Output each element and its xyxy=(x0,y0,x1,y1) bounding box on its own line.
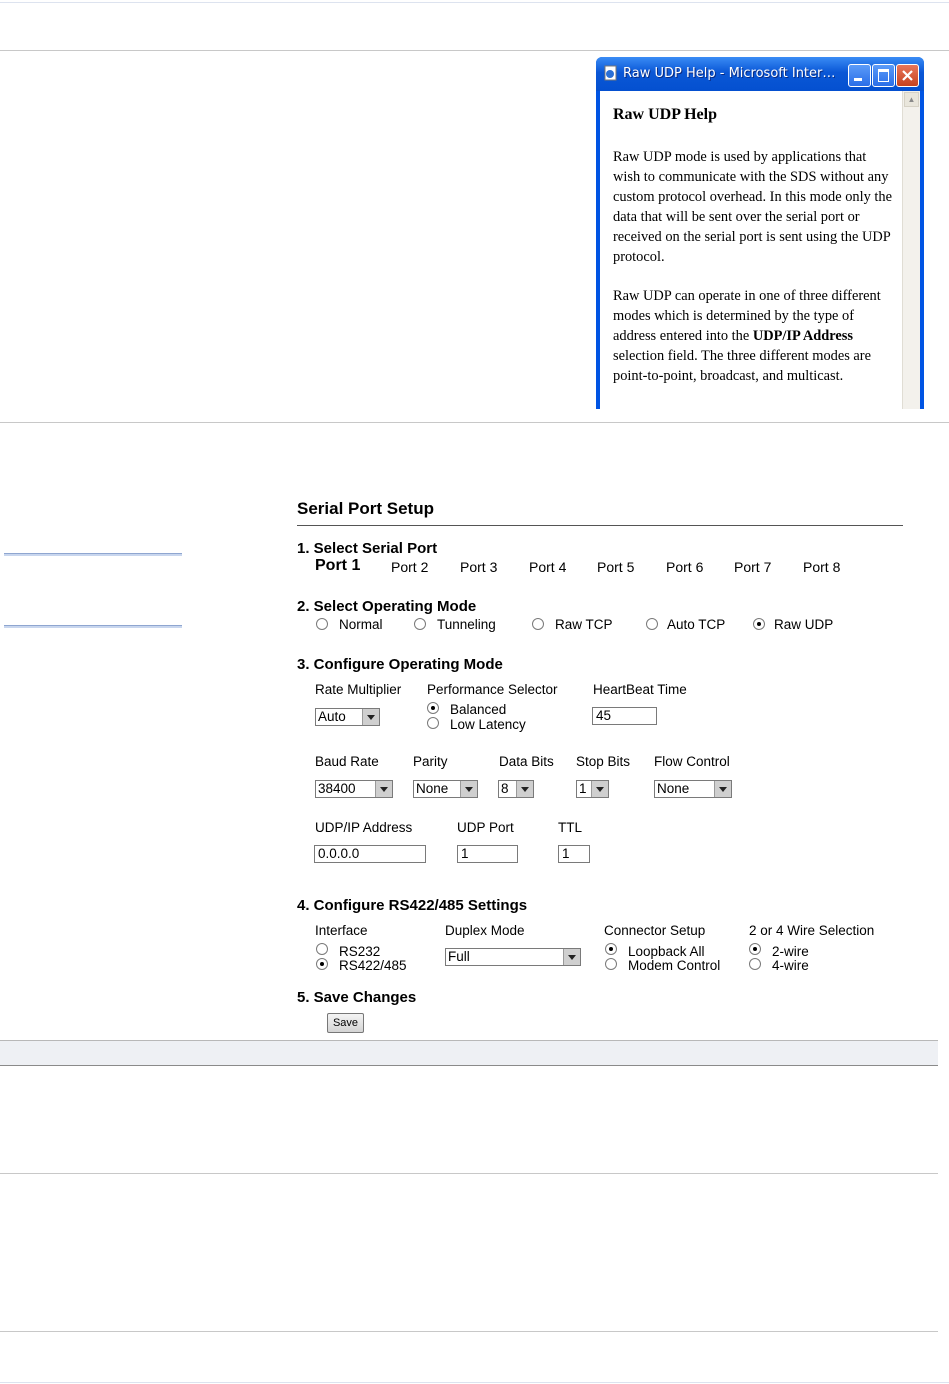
udp-port-label: UDP Port xyxy=(457,820,514,835)
save-button[interactable]: Save xyxy=(327,1013,364,1033)
dropdown-arrow-icon xyxy=(714,781,731,797)
step-save-changes: 5. Save Changes xyxy=(297,989,417,1006)
ttl-label: TTL xyxy=(558,820,583,835)
title-rule xyxy=(297,525,903,526)
divider xyxy=(0,50,949,51)
dropdown-arrow-icon xyxy=(375,781,392,797)
mode-rawtcp-radio[interactable] xyxy=(532,618,544,630)
low-latency-label: Low Latency xyxy=(450,717,526,732)
flow-control-label: Flow Control xyxy=(654,754,730,769)
two-wire-label: 2-wire xyxy=(772,944,809,959)
step-rs422-settings: 4. Configure RS422/485 Settings xyxy=(297,897,528,914)
help-window xyxy=(596,57,924,409)
port-tab-2[interactable]: Port 2 xyxy=(391,559,429,575)
step-configure-mode: 3. Configure Operating Mode xyxy=(297,656,503,673)
port-tab-4[interactable]: Port 4 xyxy=(529,559,567,575)
flow-control-value: None xyxy=(657,781,690,796)
dropdown-arrow-icon xyxy=(591,781,608,797)
duplex-mode-select[interactable] xyxy=(445,948,581,966)
rate-multiplier-select[interactable] xyxy=(315,708,380,726)
bottom-divider xyxy=(0,1382,949,1383)
parity-select[interactable] xyxy=(413,780,478,798)
table-header-band xyxy=(0,1040,938,1066)
rate-multiplier-label: Rate Multiplier xyxy=(315,682,402,697)
divider xyxy=(0,1173,938,1174)
two-wire-radio[interactable] xyxy=(749,943,761,955)
port-tab-7[interactable]: Port 7 xyxy=(734,559,772,575)
nav-divider xyxy=(4,625,182,628)
data-bits-select[interactable] xyxy=(498,780,534,798)
loopback-all-label: Loopback All xyxy=(628,944,705,959)
baud-rate-label: Baud Rate xyxy=(315,754,379,769)
data-bits-label: Data Bits xyxy=(499,754,554,769)
close-icon xyxy=(897,65,918,86)
mode-rawtcp-label: Raw TCP xyxy=(555,617,613,632)
stop-bits-label: Stop Bits xyxy=(576,754,631,769)
dropdown-arrow-icon xyxy=(460,781,477,797)
parity-label: Parity xyxy=(413,754,448,769)
four-wire-radio[interactable] xyxy=(749,958,761,970)
stop-bits-value: 1 xyxy=(579,781,587,796)
help-bold-text: UDP/IP Address xyxy=(752,328,853,344)
udp-port-input[interactable]: 1 xyxy=(457,845,518,863)
mode-normal-label: Normal xyxy=(339,617,383,632)
mode-autotcp-radio[interactable] xyxy=(646,618,658,630)
ie-page-icon xyxy=(603,65,619,81)
performance-selector-label: Performance Selector xyxy=(427,682,558,697)
mode-tunneling-radio[interactable] xyxy=(414,618,426,630)
modem-control-radio[interactable] xyxy=(605,958,617,970)
dropdown-arrow-icon xyxy=(563,949,580,965)
interface-label: Interface xyxy=(315,923,368,938)
close-button[interactable] xyxy=(896,64,919,87)
baud-rate-value: 38400 xyxy=(318,781,356,796)
step-select-port: 1. Select Serial Port xyxy=(297,540,438,557)
nav-divider xyxy=(4,553,182,556)
maximize-button[interactable] xyxy=(872,64,895,87)
heartbeat-input[interactable]: 45 xyxy=(592,707,657,725)
balanced-label: Balanced xyxy=(450,702,507,717)
port-tab-6[interactable]: Port 6 xyxy=(666,559,704,575)
heartbeat-label: HeartBeat Time xyxy=(593,682,687,697)
duplex-mode-label: Duplex Mode xyxy=(445,923,525,938)
rs422-485-label: RS422/485 xyxy=(339,958,407,973)
mode-autotcp-label: Auto TCP xyxy=(667,617,726,632)
rs232-radio[interactable] xyxy=(316,943,328,955)
wire-selection-label: 2 or 4 Wire Selection xyxy=(749,923,875,938)
mode-rawudp-radio[interactable] xyxy=(753,618,765,630)
help-paragraph xyxy=(613,286,895,386)
duplex-mode-value: Full xyxy=(448,949,470,964)
connector-setup-label: Connector Setup xyxy=(604,923,706,938)
dropdown-arrow-icon xyxy=(362,709,379,725)
maximize-icon xyxy=(878,69,889,82)
port-tab-8[interactable]: Port 8 xyxy=(803,559,841,575)
scroll-up-arrow-icon[interactable]: ▲ xyxy=(904,92,919,107)
help-text: selection field. The three different modes are point-to-point, broadcast, and multicast. xyxy=(613,348,871,384)
page-title: Serial Port Setup xyxy=(297,499,434,518)
scrollbar[interactable] xyxy=(902,91,920,409)
mode-normal-radio[interactable] xyxy=(316,618,328,630)
step-operating-mode: 2. Select Operating Mode xyxy=(297,598,477,615)
help-window-titlebar[interactable] xyxy=(596,57,924,91)
stop-bits-select[interactable] xyxy=(576,780,609,798)
parity-value: None xyxy=(416,781,449,796)
ttl-input[interactable]: 1 xyxy=(558,845,590,863)
low-latency-radio[interactable] xyxy=(427,717,439,729)
baud-rate-select[interactable] xyxy=(315,780,393,798)
port-tab-1[interactable]: Port 1 xyxy=(315,557,361,574)
mode-tunneling-label: Tunneling xyxy=(437,617,496,632)
port-tab-5[interactable]: Port 5 xyxy=(597,559,635,575)
udp-ip-label: UDP/IP Address xyxy=(315,820,413,835)
help-content xyxy=(600,91,920,409)
minimize-icon xyxy=(854,78,862,81)
rs422-485-radio[interactable] xyxy=(316,958,328,970)
loopback-all-radio[interactable] xyxy=(605,943,617,955)
help-text: Raw UDP can operate in one of three different modes which is determined by the type of address entered into the xyxy=(613,288,881,344)
rate-multiplier-value: Auto xyxy=(318,709,346,724)
flow-control-select[interactable] xyxy=(654,780,732,798)
data-bits-value: 8 xyxy=(501,781,509,796)
help-paragraph: Raw UDP mode is used by applications that wish to communicate with the SDS without any custom protocol overhead. In this mode only the data that will be sent over the serial port or received on the serial port is sent using the UDP protocol. xyxy=(613,149,892,265)
dropdown-arrow-icon xyxy=(516,781,533,797)
port-tab-3[interactable]: Port 3 xyxy=(460,559,498,575)
minimize-button[interactable] xyxy=(848,64,871,87)
top-divider xyxy=(0,2,949,3)
mode-rawudp-label: Raw UDP xyxy=(774,617,834,632)
four-wire-label: 4-wire xyxy=(772,958,809,973)
help-window-title: Raw UDP Help - Microsoft Inter… xyxy=(623,66,836,81)
balanced-radio[interactable] xyxy=(427,702,439,714)
divider xyxy=(0,422,949,423)
udp-ip-input[interactable]: 0.0.0.0 xyxy=(314,845,426,863)
rs232-label: RS232 xyxy=(339,944,381,959)
help-heading: Raw UDP Help xyxy=(613,106,717,123)
modem-control-label: Modem Control xyxy=(628,958,721,973)
divider xyxy=(0,1331,938,1332)
